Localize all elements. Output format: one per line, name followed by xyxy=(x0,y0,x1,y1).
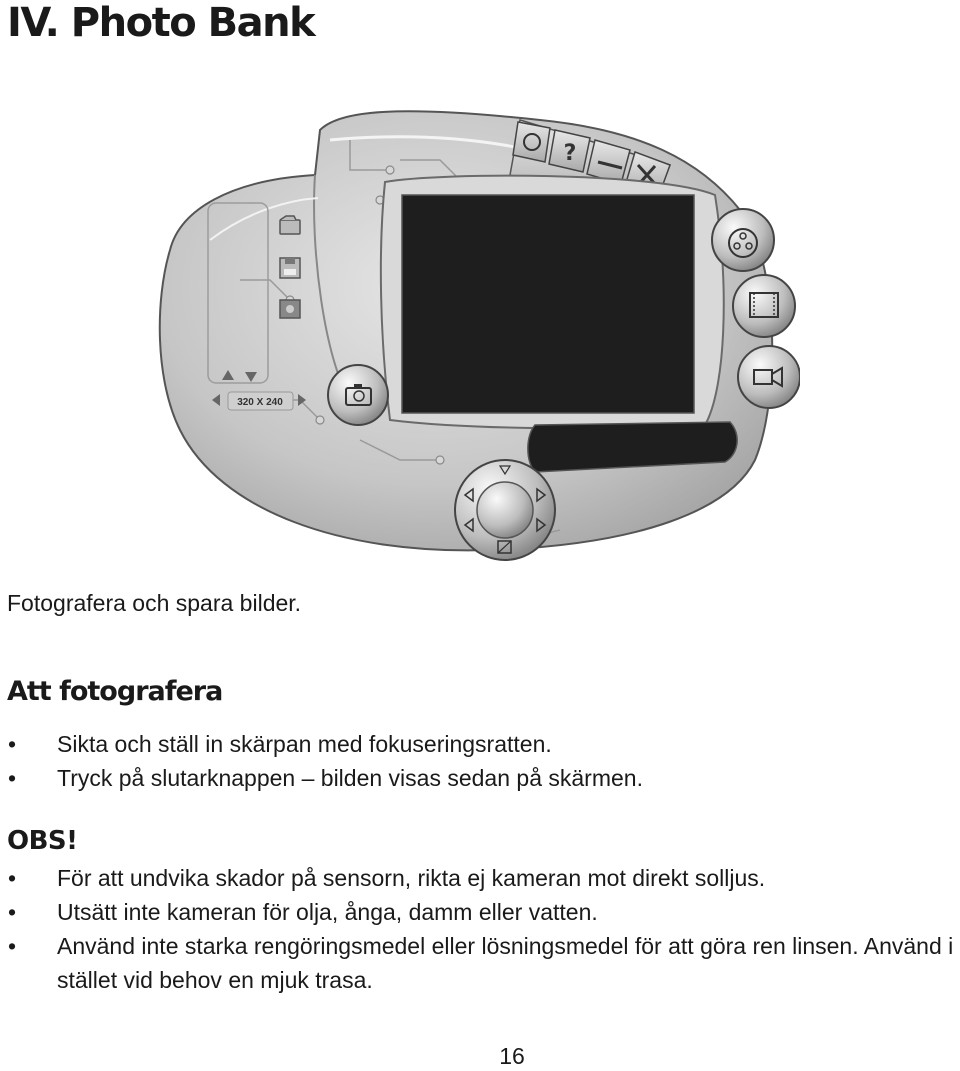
svg-text:?: ? xyxy=(563,141,577,166)
page-heading: IV. Photo Bank xyxy=(7,0,315,46)
list-item: • Sikta och ställ in skärpan med fokuseringsratten. xyxy=(0,727,957,761)
steps-list xyxy=(0,727,957,795)
photo-bank-interface xyxy=(140,100,800,570)
circle-icon[interactable] xyxy=(513,122,550,162)
filmstrip-icon[interactable] xyxy=(733,275,795,337)
list-item: • Tryck på slutarknappen – bilden visas sedan på skärmen. xyxy=(0,761,957,795)
list-item: • Utsätt inte kameran för olja, ånga, damm eller vatten. xyxy=(0,895,957,929)
reel-icon[interactable] xyxy=(712,209,774,271)
save-icon[interactable] xyxy=(280,258,300,278)
page-number: 16 xyxy=(499,1043,525,1069)
photo-icon[interactable] xyxy=(280,300,300,318)
list-item: • Använd inte starka rengöringsmedel eller lösningsmedel för att göra ren linsen. Använd i stället vid behov en mjuk trasa. xyxy=(0,929,957,997)
notes-list xyxy=(0,861,957,997)
preview-screen xyxy=(402,195,694,413)
intro-text: Fotografera och spara bilder. xyxy=(7,590,302,616)
note-title: OBS! xyxy=(7,826,78,856)
dpad-icon[interactable] xyxy=(455,460,555,560)
video-camera-icon[interactable] xyxy=(738,346,800,408)
list-item: • För att undvika skador på sensorn, rikta ej kameran mot direkt solljus. xyxy=(0,861,957,895)
section-title: Att fotografera xyxy=(7,676,223,707)
camera-icon[interactable] xyxy=(328,365,388,425)
resolution-label: 320 X 240 xyxy=(237,397,283,408)
help-icon[interactable] xyxy=(549,130,590,172)
